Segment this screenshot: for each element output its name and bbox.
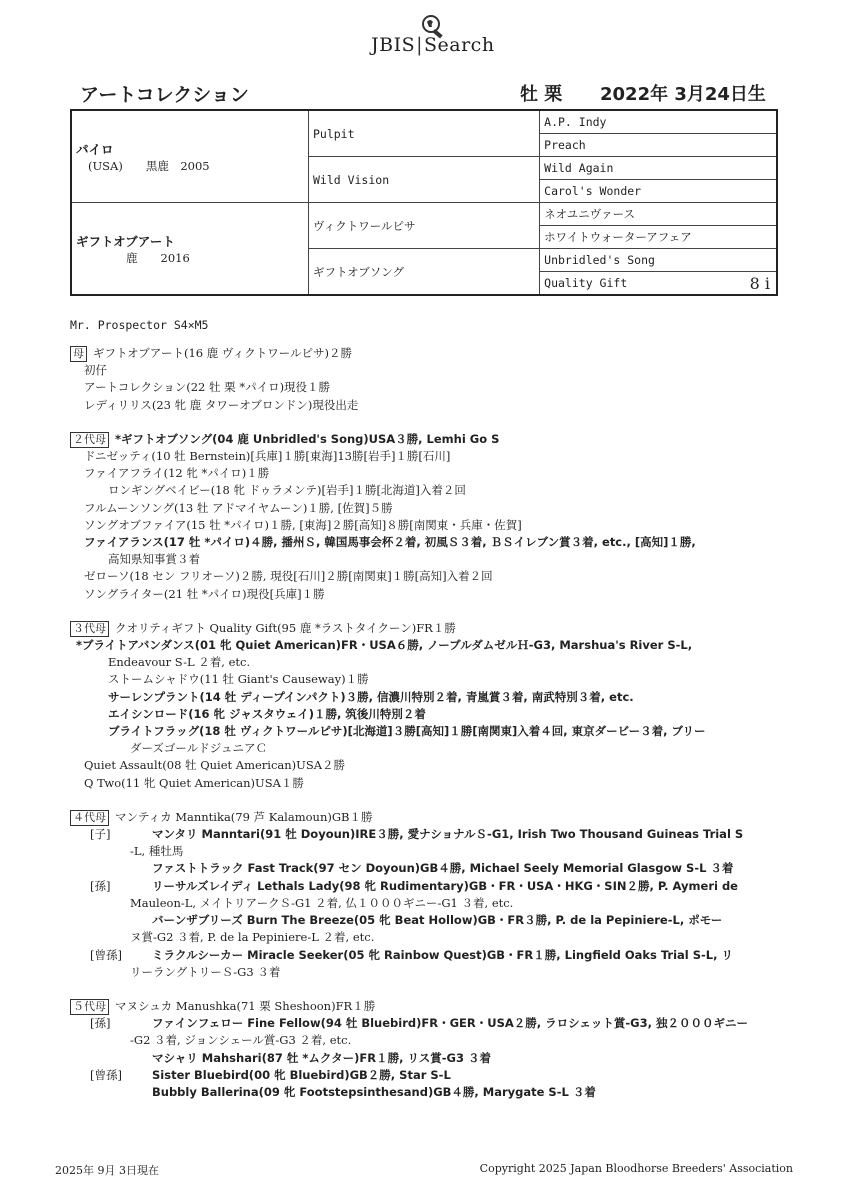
- sire-detail: (USA) 黒鹿 2005: [88, 158, 210, 173]
- g3-7: Unbridled's Song: [540, 249, 777, 272]
- record-text: -G2 ３着, ジョンシェール賞-G3 ２着, etc.: [130, 1033, 352, 1048]
- record-line: [70, 568, 770, 585]
- g3-5: ネオユニヴァース: [540, 203, 777, 226]
- record-text: ファインフェロー Fine Fellow(94 牡 Bluebird)FR・GER・USA２勝, ラロシェット賞-G3, 独２０００ギニー: [152, 1016, 748, 1031]
- relation-label: [子]: [90, 827, 111, 842]
- record-line: [70, 878, 770, 895]
- record-line: [70, 465, 770, 482]
- record-line: [70, 586, 770, 603]
- record-text: マヌシュカ Manushka(71 栗 Sheshoon)FR１勝: [115, 998, 376, 1013]
- record-text: -L, 種牡馬: [130, 844, 184, 859]
- record-line: [70, 843, 770, 860]
- record-line: [70, 1067, 770, 1084]
- record-text: マンティカ Manntika(79 芦 Kalamoun)GB１勝: [115, 809, 373, 824]
- dam-name: ギフトオブアート: [76, 233, 175, 249]
- record-text: エイシンロード(16 牝 ジャスタウェイ)１勝, 筑後川特別２着: [108, 706, 426, 721]
- record-line: [70, 637, 770, 654]
- record-text: *ギフトオブソング(04 鹿 Unbridled's Song)USA３勝, Lemhi Go S: [115, 431, 500, 446]
- record-text: ファイアランス(17 牡 *パイロ)４勝, 播州Ｓ, 韓国馬事会杯２着, 初風Ｓ３着, ＢＳイレブン賞３着, etc., [高知]１勝,: [84, 535, 696, 550]
- record-text: 高知県知事賞３着: [108, 552, 200, 567]
- record-text: ファイアフライ(12 牝 *パイロ)１勝: [84, 466, 270, 481]
- generation-tag: ３代母: [70, 621, 109, 637]
- record-line: [70, 397, 770, 414]
- record-line: [70, 947, 770, 964]
- record-text: リーラングトリーＳ-G3 ３着: [130, 964, 281, 979]
- record-line: [70, 1050, 770, 1067]
- record-line: [70, 723, 770, 740]
- record-text: Sister Bluebird(00 牝 Bluebird)GB２勝, Star S-L: [152, 1067, 451, 1082]
- record-line: [70, 757, 770, 774]
- record-line: [70, 792, 770, 809]
- record-text: *ブライトアバンダンス(01 牝 Quiet American)FR・USA６勝, ノーブルダムゼルＨ-G3, Marshua's River S-L,: [76, 638, 693, 653]
- record-text: ゼローソ(18 セン フリオーソ)２勝, 現役[石川]２勝[南関東]１勝[高知]入着２回: [84, 569, 493, 584]
- record-line: [70, 689, 770, 706]
- record-text: ドニゼッティ(10 牡 Bernstein)[兵庫]１勝[東海]13勝[岩手]１勝[石川]: [84, 449, 451, 464]
- record-line: [70, 603, 770, 620]
- dam-dam: ギフトオブソング: [308, 249, 539, 296]
- record-line: [70, 379, 770, 396]
- relation-label: [曾孫]: [90, 947, 122, 962]
- record-line: [70, 654, 770, 671]
- record-text: Mauleon-L, メイトリアークＳ-G1 ２着, 仏１０００ギニー-G1 ３着, etc.: [130, 895, 514, 910]
- record-line: [70, 964, 770, 981]
- relation-label: [曾孫]: [90, 1067, 122, 1082]
- record-line: [70, 1084, 770, 1101]
- generation-tag: ５代母: [70, 999, 109, 1015]
- footer-copyright: Copyright 2025 Japan Bloodhorse Breeders' Association: [479, 1162, 793, 1175]
- record-text: 初仔: [84, 363, 107, 378]
- record-text: ソングライター(21 牡 *パイロ)現役[兵庫]１勝: [84, 586, 325, 601]
- g3-2: Preach: [540, 134, 777, 157]
- inbreeding: Mr. Prospector S4×M5: [70, 318, 209, 332]
- record-text: クオリティギフト Quality Gift(95 鹿 *ラストタイクーン)FR１勝: [115, 620, 456, 635]
- dam-detail: 鹿 2016: [126, 250, 190, 265]
- g3-4: Carol's Wonder: [540, 180, 777, 203]
- record-line: [70, 895, 770, 912]
- record-line: [70, 826, 770, 843]
- record-text: ファストトラック Fast Track(97 セン Doyoun)GB４勝, Michael Seely Memorial Glasgow S-L ３着: [152, 861, 734, 876]
- record-line: [70, 981, 770, 998]
- sire-cell: [71, 110, 308, 203]
- dam-sire: ヴィクトワールピサ: [308, 203, 539, 249]
- record-text: フルムーンソング(13 牡 アドマイヤムーン)１勝, [佐賀]５勝: [84, 500, 393, 515]
- record-line: [70, 1015, 770, 1032]
- record-line: [70, 517, 770, 534]
- g3-1: A.P. Indy: [540, 110, 777, 134]
- record-text: ダーズゴールドジュニアＣ: [130, 741, 267, 756]
- pedigree-index: 8 i: [749, 274, 770, 293]
- record-line: [70, 1032, 770, 1049]
- record-line: [70, 809, 770, 826]
- generation-tag: ２代母: [70, 432, 109, 448]
- record-text: Quiet Assault(08 牡 Quiet American)USA２勝: [84, 758, 346, 773]
- relation-label: [孫]: [90, 1016, 111, 1031]
- dam-cell: [71, 203, 308, 296]
- record-line: [70, 534, 770, 551]
- logo-text: JBIS|Search: [371, 34, 495, 56]
- record-line: [70, 929, 770, 946]
- record-text: アートコレクション(22 牡 栗 *パイロ)現役１勝: [84, 380, 331, 395]
- record-line: [70, 500, 770, 517]
- record-text: マンタリ Manntari(91 牡 Doyoun)IRE３勝, 愛ナショナルＳ-G1, Irish Two Thousand Guineas Trial S: [152, 827, 744, 842]
- birth-date: 2022年 3月24日生: [600, 84, 766, 105]
- generation-tag: 母: [70, 346, 87, 362]
- record-line: [70, 345, 770, 362]
- record-line: [70, 620, 770, 637]
- record-text: バーンザブリーズ Burn The Breeze(05 牝 Beat Hollow)GB・FR３勝, P. de la Pepiniere-L, ポモー: [152, 913, 723, 928]
- record-line: [70, 671, 770, 688]
- record-text: Endeavour S-L ２着, etc.: [108, 655, 251, 670]
- record-line: [70, 740, 770, 757]
- record-text: ギフトオブアート(16 鹿 ヴィクトワールピサ)２勝: [93, 346, 352, 360]
- g3-8: Quality Gift 8 i: [540, 272, 777, 296]
- horse-name: アートコレクション: [80, 84, 249, 106]
- record-line: [70, 998, 770, 1015]
- record-line: [70, 431, 770, 448]
- record-line: [70, 706, 770, 723]
- record-text: Bubbly Ballerina(09 牝 Footstepsinthesand)GB４勝, Marygate S-L ３着: [152, 1084, 596, 1099]
- record-line: [70, 551, 770, 568]
- record-text: マシャリ Mahshari(87 牡 *ムクター)FR１勝, リス賞-G3 ３着: [152, 1050, 491, 1065]
- record-line: [70, 912, 770, 929]
- record-text: ブライトフラッグ(18 牡 ヴィクトワールピサ)[北海道]３勝[高知]１勝[南関東]入着４回, 東京ダービー３着, ブリー: [108, 724, 706, 739]
- record-line: [70, 414, 770, 431]
- record-text: ミラクルシーカー Miracle Seeker(05 牝 Rainbow Quest)GB・FR１勝, Lingfield Oaks Trial S-L, リ: [152, 947, 734, 962]
- jbis-search-logo[interactable]: [365, 14, 495, 58]
- record-text: レディリリス(23 牝 鹿 タワーオブロンドン)現役出走: [84, 397, 359, 412]
- record-text: ソングオブファイア(15 牡 *パイロ)１勝, [東海]２勝[高知]８勝[南関東・兵庫・佐賀]: [84, 517, 522, 532]
- record-line: [70, 860, 770, 877]
- record-text: サーレンプラント(14 牡 ディープインパクト)３勝, 信濃川特別２着, 青嵐賞３着, 南武特別３着, etc.: [108, 689, 634, 704]
- record-text: Q Two(11 牝 Quiet American)USA１勝: [84, 775, 304, 790]
- sex-color: 牡 栗: [520, 84, 563, 105]
- record-line: [70, 448, 770, 465]
- g3-6: ホワイトウォーターアフェア: [540, 226, 777, 249]
- record-line: [70, 775, 770, 792]
- g3-3: Wild Again: [540, 157, 777, 180]
- sire-sire: Pulpit: [312, 126, 355, 141]
- record-text: ロンギングベイビー(18 牝 ドゥラメンテ)[岩手]１勝[北海道]入着２回: [108, 483, 466, 498]
- record-text: ヌ賞-G2 ３着, P. de la Pepiniere-L ２着, etc.: [130, 930, 375, 945]
- relation-label: [孫]: [90, 878, 111, 893]
- record-line: [70, 362, 770, 379]
- horse-header: [80, 80, 780, 106]
- family-record: [70, 345, 770, 1101]
- record-text: リーサルズレイディ Lethals Lady(98 牝 Rudimentary)GB・FR・USA・HKG・SIN２勝, P. Aymeri de: [152, 878, 738, 893]
- sire-name: パイロ: [76, 141, 114, 157]
- generation-tag: ４代母: [70, 810, 109, 826]
- pedigree-table: [70, 109, 778, 296]
- sire-dam: Wild Vision: [312, 172, 390, 187]
- footer-date: 2025年 9月 3日現在: [55, 1164, 159, 1177]
- record-line: [70, 482, 770, 499]
- record-text: ストームシャドウ(11 牡 Giant's Causeway)１勝: [108, 672, 369, 687]
